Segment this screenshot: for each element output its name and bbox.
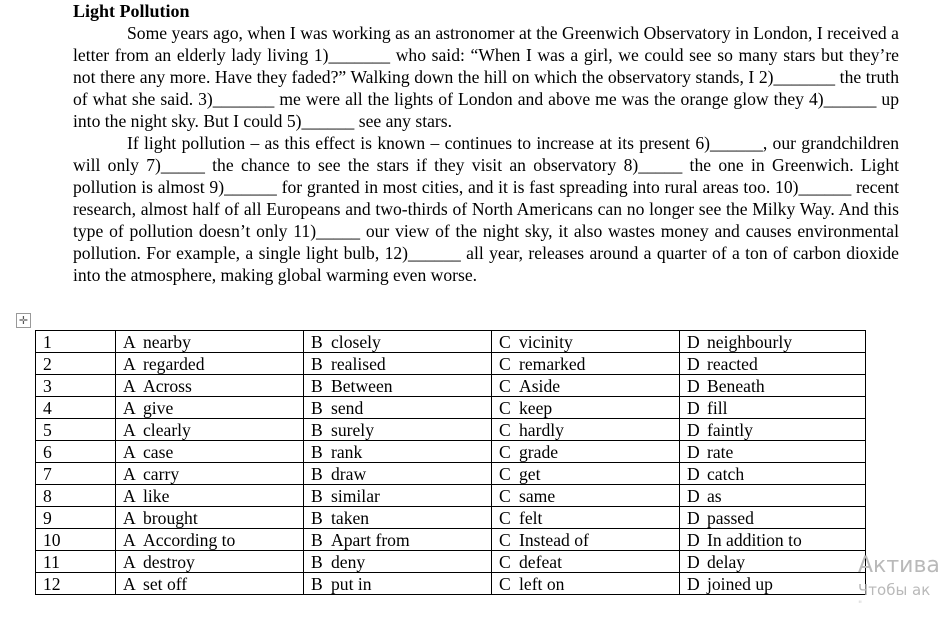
option-letter: B [311,353,323,374]
question-number: 6 [36,441,116,463]
option-letter: A [123,507,136,528]
activation-watermark [858,552,940,610]
table-row [36,397,866,419]
option-letter: A [123,573,136,594]
option-letter: B [311,485,323,506]
option-text: faintly [707,419,753,440]
option-letter: C [499,485,511,506]
option-text: regarded [143,353,205,374]
option-b-cell [304,551,492,573]
option-b-cell [304,419,492,441]
option-letter: B [311,441,323,462]
option-text: nearby [143,331,191,352]
option-b-cell [304,507,492,529]
option-text: carry [143,463,180,484]
option-text: Beneath [707,375,765,396]
option-text: Aside [519,375,561,396]
option-letter: A [123,529,136,550]
option-a-cell [116,551,304,573]
table-row [36,331,866,353]
option-text: Instead of [519,529,589,550]
question-number: 3 [36,375,116,397]
question-number: 10 [36,529,116,551]
question-number: 2 [36,353,116,375]
option-text: defeat [519,551,562,572]
option-letter: D [687,529,700,550]
option-text: vicinity [519,331,573,352]
table-row [36,419,866,441]
option-letter: C [499,573,511,594]
document-body [73,0,899,286]
option-letter: B [311,463,323,484]
option-d-cell [680,353,866,375]
option-letter: C [499,331,511,352]
option-d-cell [680,375,866,397]
option-text: surely [331,419,374,440]
watermark-line-2: Чтобы ак [858,581,931,599]
option-text: remarked [519,353,586,374]
table-row [36,375,866,397]
option-letter: D [687,331,700,352]
option-b-cell [304,485,492,507]
option-d-cell [680,331,866,353]
option-b-cell [304,353,492,375]
option-c-cell [492,529,680,551]
option-c-cell [492,397,680,419]
option-letter: D [687,375,700,396]
option-text: keep [519,397,553,418]
option-letter: B [311,375,323,396]
option-d-cell [680,507,866,529]
option-letter: D [687,485,700,506]
option-d-cell [680,463,866,485]
question-number: 7 [36,463,116,485]
option-text: set off [143,573,188,594]
option-text: Between [331,375,393,396]
option-letter: C [499,529,511,550]
option-d-cell [680,573,866,595]
option-letter: A [123,353,136,374]
option-text: hardly [519,419,564,440]
option-a-cell [116,507,304,529]
option-b-cell [304,463,492,485]
option-letter: A [123,397,136,418]
option-a-cell [116,353,304,375]
option-text: left on [519,573,565,594]
option-text: joined up [707,573,773,594]
option-d-cell [680,441,866,463]
option-b-cell [304,397,492,419]
option-letter: A [123,463,136,484]
table-row [36,529,866,551]
option-c-cell [492,331,680,353]
option-text: case [143,441,174,462]
option-text: destroy [143,551,195,572]
option-text: Across [143,375,192,396]
option-text: like [143,485,170,506]
option-text: get [519,463,541,484]
option-c-cell [492,507,680,529]
paragraph-1: Some years ago, when I was working as an astronomer at the Greenwich Observatory in London, I received a letter from an elderly lady living 1)_______ who said: “When I was a girl, we could see so many stars but they’re not there any more. Have they faded?” Walking down the hill on which the observatory stands, I 2)_______ the truth of what she said. 3)_______ me were all the lights of London and above me was the orange glow they 4)______ up into the night sky. But I could 5)______ see any stars. [73,23,899,131]
option-letter: D [687,507,700,528]
option-text: fill [707,397,728,418]
option-c-cell [492,573,680,595]
option-text: reacted [707,353,758,374]
option-letter: C [499,375,511,396]
option-letter: B [311,419,323,440]
question-number: 11 [36,551,116,573]
option-c-cell [492,463,680,485]
option-text: passed [707,507,754,528]
option-letter: C [499,419,511,440]
option-letter: B [311,529,323,550]
option-letter: B [311,551,323,572]
option-letter: C [499,463,511,484]
option-c-cell [492,441,680,463]
option-a-cell [116,573,304,595]
option-letter: C [499,353,511,374]
table-row [36,463,866,485]
option-letter: D [687,353,700,374]
option-text: In addition to [707,529,802,550]
option-c-cell [492,375,680,397]
options-table [35,330,866,595]
option-a-cell [116,397,304,419]
option-d-cell [680,485,866,507]
option-letter: D [687,441,700,462]
option-b-cell [304,331,492,353]
table-row [36,573,866,595]
option-a-cell [116,463,304,485]
option-text: grade [519,441,559,462]
option-a-cell [116,529,304,551]
option-b-cell [304,441,492,463]
table-row [36,507,866,529]
option-c-cell [492,353,680,375]
paragraph-2: If light pollution – as this effect is known – continues to increase at its present 6)______, our grandchildren will only 7)_____ the chance to see the stars if they visit an observatory 8)_____ the one in Greenwich. Light pollution is almost 9)______ for granted in most cities, and it is fast spreading into rural areas too. 10)______ recent research, almost half of all Europeans and two-thirds of North Americans can no longer see the Milky Way. And this type of pollution doesn’t only 11)_____ our view of the night sky, it also wastes money and causes environmental pollution. For example, a single light bulb, 12)______ all year, releases around a quarter of a ton of carbon dioxide into the atmosphere, making global warming even worse. [73,133,899,285]
option-d-cell [680,397,866,419]
option-text: as [707,485,722,506]
option-letter: C [499,551,511,572]
option-d-cell [680,551,866,573]
option-letter: A [123,419,136,440]
option-text: put in [331,573,372,594]
option-text: draw [331,463,367,484]
question-number: 1 [36,331,116,353]
option-text: taken [331,507,370,528]
watermark-line-1: Актива [858,553,940,578]
table-move-handle-icon[interactable]: ✛ [16,313,31,328]
option-text: brought [143,507,198,528]
option-text: felt [519,507,543,528]
option-letter: B [311,397,323,418]
option-letter: D [687,419,700,440]
option-letter: A [123,375,136,396]
option-b-cell [304,573,492,595]
option-d-cell [680,419,866,441]
option-text: realised [331,353,386,374]
question-number: 4 [36,397,116,419]
option-letter: D [687,463,700,484]
option-letter: A [123,331,136,352]
option-letter: C [499,441,511,462]
option-c-cell [492,551,680,573]
option-text: closely [331,331,381,352]
watermark-line-3: " [858,600,863,610]
option-letter: B [311,573,323,594]
option-a-cell [116,331,304,353]
option-text: send [331,397,364,418]
option-text: rank [331,441,363,462]
option-text: rate [707,441,734,462]
option-letter: A [123,441,136,462]
option-text: Apart from [331,529,410,550]
option-text: neighbourly [707,331,793,352]
option-a-cell [116,419,304,441]
table-row [36,441,866,463]
option-a-cell [116,485,304,507]
option-text: delay [707,551,746,572]
table-row [36,353,866,375]
option-d-cell [680,529,866,551]
option-text: deny [331,551,366,572]
option-letter: B [311,331,323,352]
option-letter: C [499,397,511,418]
option-text: similar [331,485,380,506]
question-number: 9 [36,507,116,529]
option-b-cell [304,529,492,551]
question-number: 5 [36,419,116,441]
table-row [36,551,866,573]
option-letter: D [687,551,700,572]
option-text: same [519,485,556,506]
option-text: clearly [143,419,191,440]
option-letter: A [123,485,136,506]
option-letter: B [311,507,323,528]
option-a-cell [116,375,304,397]
option-letter: D [687,573,700,594]
document-title: Light Pollution [73,1,190,21]
option-text: According to [143,529,236,550]
option-a-cell [116,441,304,463]
question-number: 12 [36,573,116,595]
option-text: give [143,397,174,418]
option-letter: C [499,507,511,528]
option-letter: D [687,397,700,418]
option-b-cell [304,375,492,397]
option-c-cell [492,485,680,507]
option-text: catch [707,463,745,484]
option-letter: A [123,551,136,572]
table-row [36,485,866,507]
option-c-cell [492,419,680,441]
question-number: 8 [36,485,116,507]
